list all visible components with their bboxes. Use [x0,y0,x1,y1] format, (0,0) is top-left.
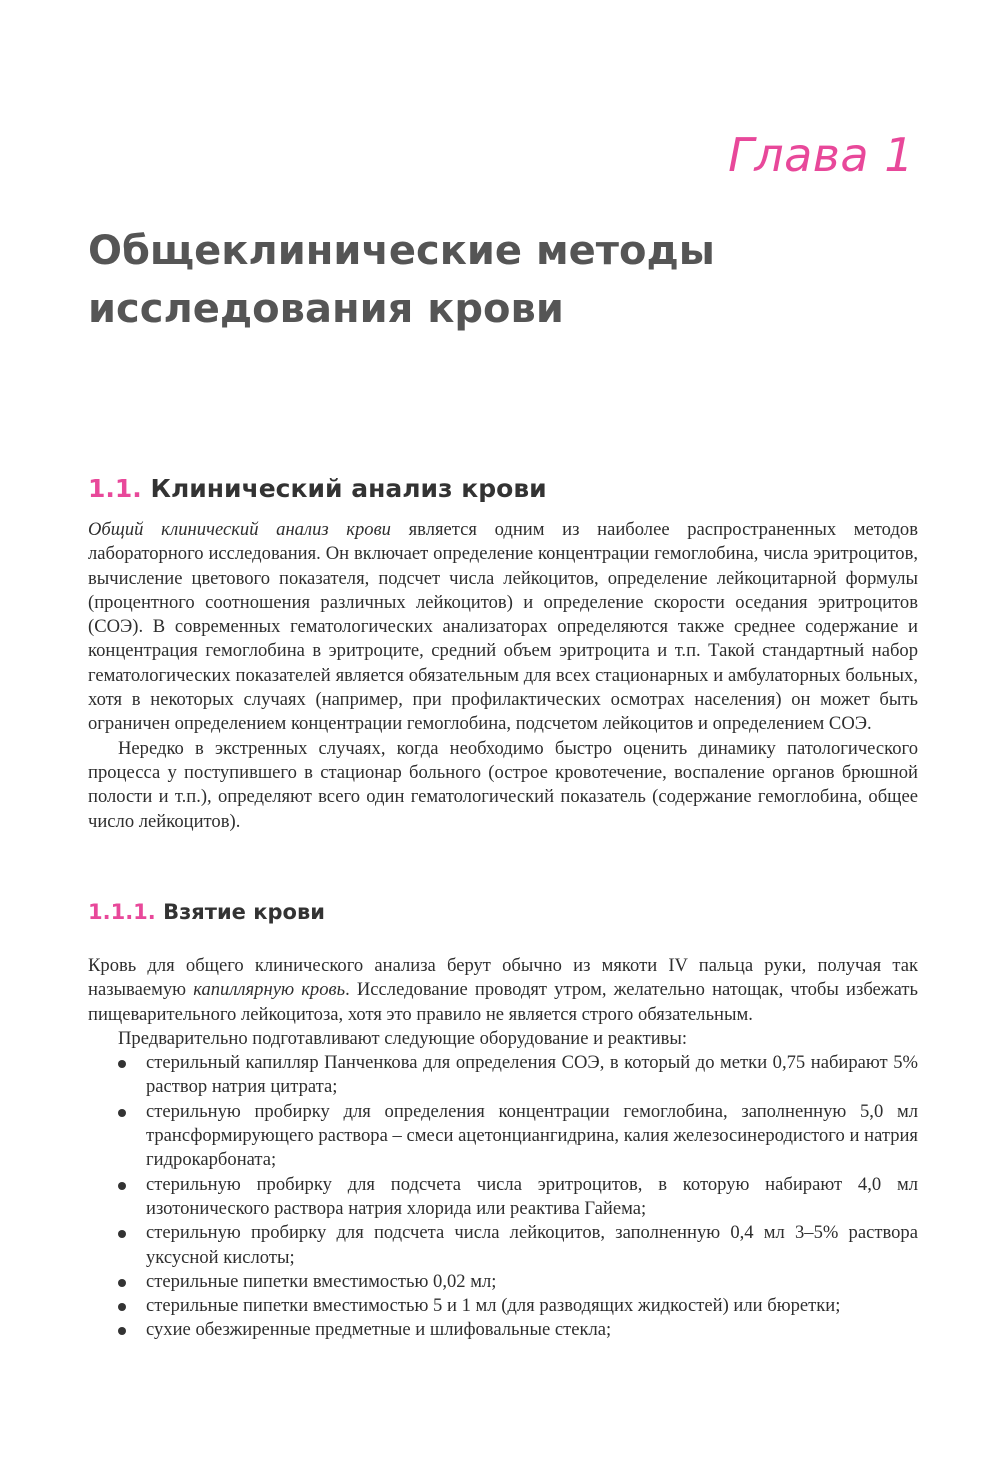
bullet-icon [118,1109,126,1117]
section-heading-1-1 [88,474,547,503]
section-number: 1.1. [88,474,142,503]
list-item-text: стерильный капилляр Панченкова для определения СОЭ, в который до метки 0,75 набирают 5% раствор натрия цитрата; [146,1052,918,1098]
paragraph: Нередко в экстренных случаях, когда необходимо быстро оценить динамику патологического процесса у поступившего в стационар больного (острое кровотечение, воспаление органов брюшной полости и т.п.), определяют всего один гематологический показатель (содержание гемоглобина, общее число лейкоцитов). [88,737,918,832]
list-item-text: стерильные пипетки вместимостью 5 и 1 мл (для разводящих жидкостей) или бюретки; [146,1295,841,1317]
list-item-text: стерильную пробирку для подсчета числа эритроцитов, в которую набирают 4,0 мл изотонического раствора натрия хлорида или реактива Гайема; [146,1173,918,1219]
bullet-icon [118,1303,126,1311]
paragraph-text: . Исследование проводят утром, желательно натощак, чтобы избежать пищеварительного лейкоцитоза, хотя это правило не является строго обязательным. [88,979,919,1025]
bullet-icon [118,1060,126,1068]
emphasis-term: капиллярную кровь [193,979,346,1001]
chapter-title-line2: исследования крови [88,286,564,332]
list-item [88,1318,918,1342]
chapter-label: Глава 1 [728,128,914,182]
paragraph [88,518,918,737]
subsection-number: 1.1.1. [88,900,156,924]
list-item [88,1270,918,1294]
list-item-text: стерильную пробирку для определения концентрации гемоглобина, заполненную 5,0 мл трансформирующего раствора – смеси ацетонциангидрина, калия железосинеродистого и натрия гидрокарбоната; [146,1100,918,1171]
bullet-icon [118,1279,126,1287]
emphasis-term: Общий клинический анализ крови [88,519,391,540]
bullet-icon [118,1327,126,1335]
list-item [88,1294,918,1318]
paragraph: Предварительно подготавливают следующие оборудование и реактивы: [118,1027,688,1049]
list-item-text: стерильные пипетки вместимостью 0,02 мл; [146,1270,497,1292]
bullet-icon [118,1182,126,1190]
chapter-title [88,222,908,338]
chapter-title-line1: Общеклинические методы [88,228,715,274]
section-1-1-1-body [88,954,918,1343]
paragraph-text: является одним из наиболее распространенных методов лабораторного исследования. Он включает определение концентрации гемоглобина, числа эритроцитов, вычисление цветового показателя, подсчет числа лейкоцитов, определение лейкоцитарной формулы (процентного соотношения различных лейкоцитов) и определение скорости оседания эритроцитов (СОЭ). В современных гематологических анализаторах определяются также среднее содержание и концентрация гемоглобина в эритроците, средний объем эритроцита и т.п. Такой стандартный набор гематологических показателей является обязательным для всех стационарных и амбулаторных больных, хотя в некоторых случаях (например, при профилактических осмотрах населения) он может быть ограничен определением концентрации гемоглобина, подсчетом лейкоцитов и определением СОЭ. [88,519,918,735]
list-item-text: сухие обезжиренные предметные и шлифовальные стекла; [146,1319,612,1341]
bullet-icon [118,1230,126,1238]
section-1-1-body [88,518,918,834]
paragraph [88,954,918,1027]
section-title: Клинический анализ крови [150,474,547,503]
list-item [88,1173,918,1222]
paragraph-text: Кровь для общего клинического анализа берут обычно из мякоти IV пальца руки, получая так называемую [88,955,918,1001]
list-item [88,1221,918,1270]
list-item [88,1051,918,1100]
list-item-text: стерильную пробирку для подсчета числа лейкоцитов, заполненную 0,4 мл 3–5% раствора уксусной кислоты; [146,1222,918,1268]
list-item [88,1100,918,1173]
subsection-title: Взятие крови [163,900,325,924]
equipment-list [88,1051,918,1343]
section-heading-1-1-1 [88,900,325,924]
